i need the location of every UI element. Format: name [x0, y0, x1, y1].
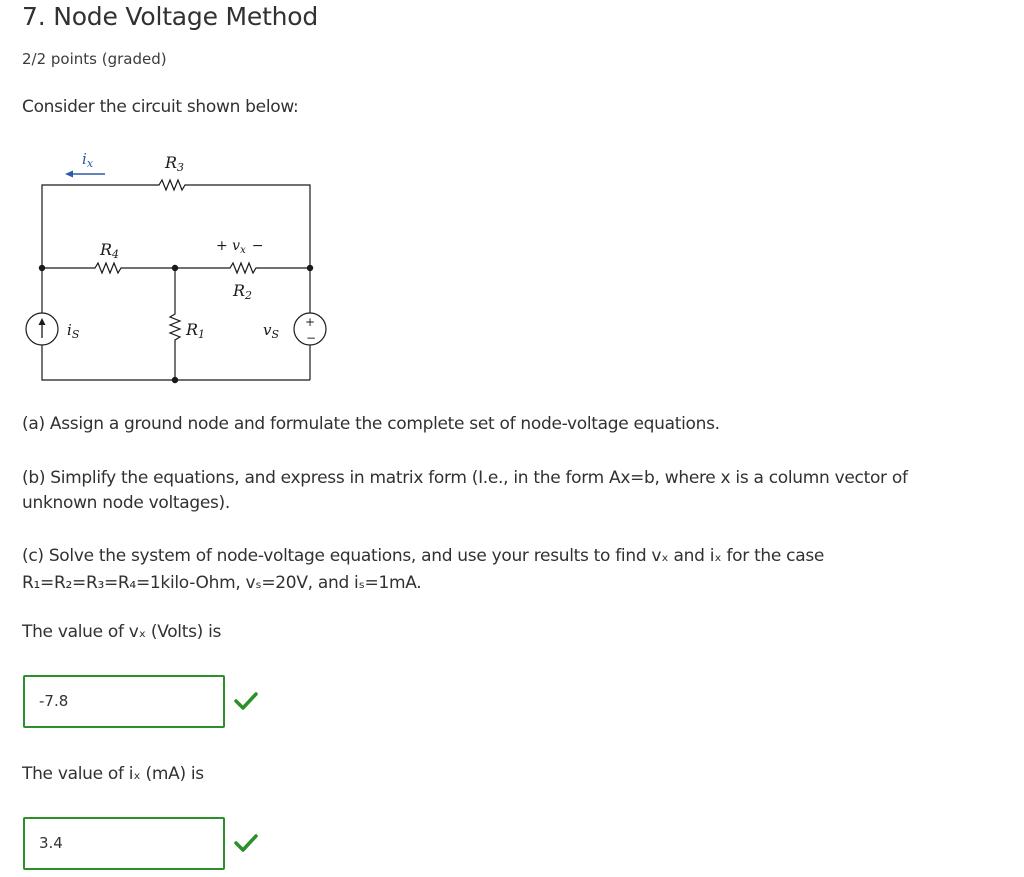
- node-bottom: [172, 377, 178, 383]
- resistor-r1: [170, 268, 180, 380]
- part-b-line2: unknown node voltages).: [22, 493, 230, 513]
- points-status: 2/2 points (graded): [22, 50, 167, 68]
- label-vs: $v_S$: [263, 321, 280, 341]
- intro-text: Consider the circuit shown below:: [22, 97, 299, 117]
- part-c-line1: (c) Solve the system of node-voltage equations, and use your results to find vₓ and iₓ for the case: [22, 546, 825, 566]
- label-ix: $i_x$: [82, 150, 94, 170]
- question-ix-prompt: The value of iₓ (mA) is: [22, 764, 204, 784]
- current-arrow-icon: [39, 318, 46, 338]
- correct-check-icon: [234, 833, 258, 853]
- vx-answer-input[interactable]: [23, 675, 225, 728]
- part-c-text: [22, 543, 824, 597]
- wire-top-r3: [42, 180, 310, 268]
- ix-arrow-icon: [65, 171, 105, 178]
- node-center: [172, 265, 178, 271]
- circuit-diagram: [20, 140, 340, 390]
- vs-minus-sign: −: [306, 331, 317, 345]
- wire-bottom: [42, 345, 310, 380]
- label-r1: R1: [186, 320, 206, 341]
- label-vx: + $v_x$ −: [216, 238, 264, 256]
- label-r3: R3: [165, 153, 185, 174]
- node-left: [39, 265, 45, 271]
- problem-title: 7. Node Voltage Method: [22, 2, 319, 31]
- node-right: [307, 265, 313, 271]
- ix-answer-input[interactable]: [23, 817, 225, 870]
- part-b-line1: (b) Simplify the equations, and express in matrix form (I.e., in the form Ax=b, where x is a column vector of: [22, 468, 908, 488]
- part-b-text: [22, 466, 908, 516]
- vs-plus-sign: +: [305, 315, 316, 329]
- label-is: $i_S$: [67, 321, 80, 341]
- correct-check-icon: [234, 691, 258, 711]
- part-c-line2: R₁=R₂=R₃=R₄=1kilo-Ohm, vₛ=20V, and iₛ=1mA.: [22, 573, 422, 593]
- part-a-text: (a) Assign a ground node and formulate the complete set of node-voltage equations.: [22, 414, 720, 434]
- label-r4: R4: [100, 240, 120, 261]
- question-vx-prompt: The value of vₓ (Volts) is: [22, 622, 222, 642]
- label-r2: R2: [233, 281, 253, 302]
